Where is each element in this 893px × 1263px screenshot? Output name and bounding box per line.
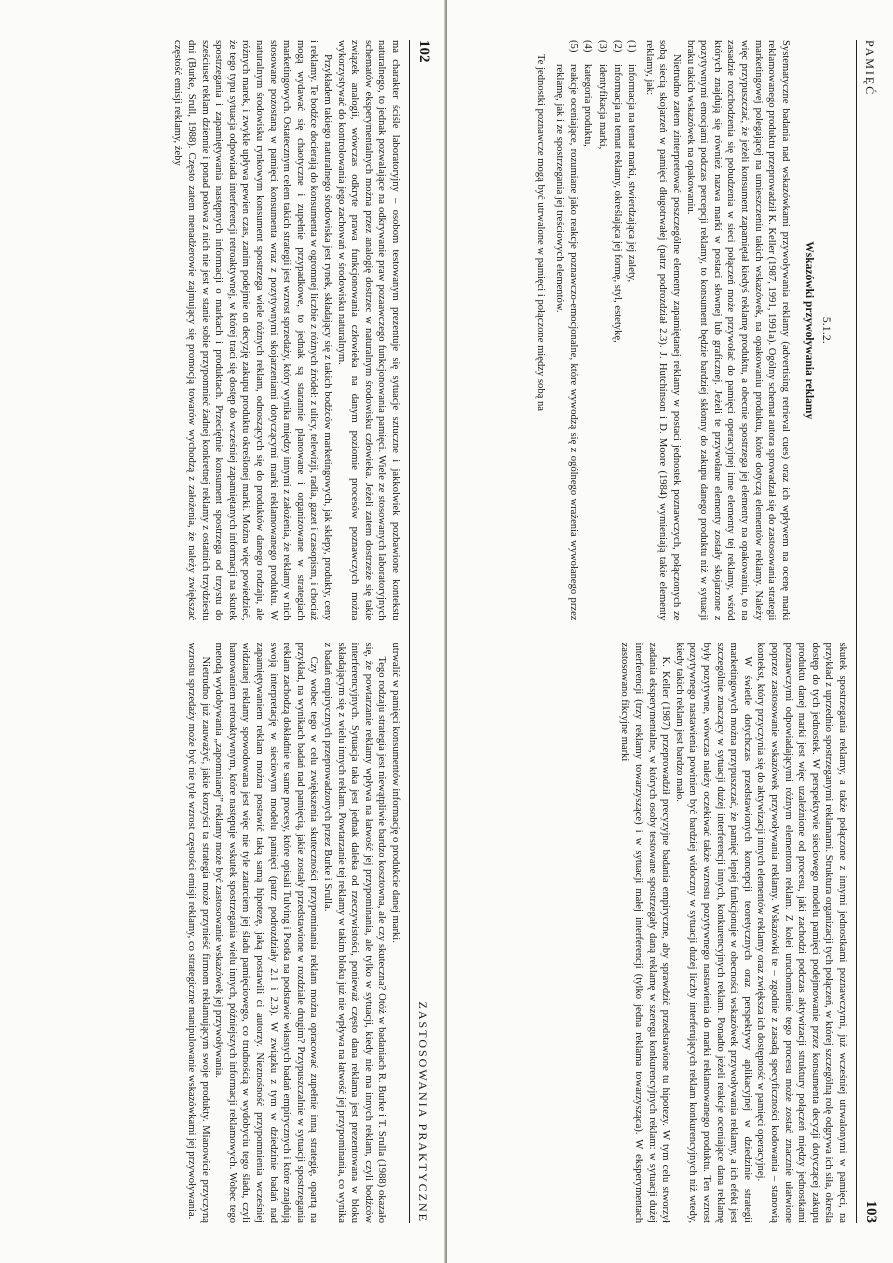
section-number: 5.1.2. [820, 316, 834, 344]
list-item: (2) informacja na temat reklamy, określająca jej formę, styl, estetykę, [611, 40, 623, 343]
paragraph: Systematyczne badania nad wskazówkami przywoływania reklamy (advertising retrieval cues) oraz ich wpływem na ocenę marki reklamowanego produktu przeprowadził K. Keller (1987, 1991, 1991a). Ogólny schemat autora sprowadzał się do zastosowania strategii marketingowej polegającej na umieszczeniu takich wskazówek, na opakowaniu produktu, które dotyczą elementów reklamy. Należy więc przypuszczać, że jeżeli konsument zapamiętał kiedyś reklamę produktu, a obecnie spostrzega jej elementy na opakowaniu, to na zasadzie rozchodzenia się pobudzenia w sieci połączeń może przywołać do pamięci operacyjnej inne elementy tej reklamy, wśród których znajdują się również nazwa marki w postaci słownej lub graficznej. Jeżeli te przywołane elementy zostały skojarzone z pozytywnymi emocjami podczas percepcji reklamy, to konsument będzie bardziej skłonny do zakupu danego produktu niż w sytuacji braku takich wskazówek na opakowaniu. [684, 40, 791, 621]
paragraph: ma charakter ściśle laboratoryjny – osobom testowanym prezentuje się sytuacje sztuczne i jakkolwiek pozbawione kontekstu naturalnego, to jednak pozwalające na odkrywanie praw pozaawczego funkcjonowania pamięci. Wiele ze stosowanych laboratoryjnych schematów eksperymentalnych można przez analogię dostrzec w naturalnym środowisku człowieka. Jeżeli zatem dostrzeże się takie związek analogii, wówczas odkryte prawa funkcjonowania człowieka na danym poziomie procesów poznawczych można wykorzystywać do kontrolowania jego zachowań w środowisku naturalnym. [335, 40, 401, 621]
right-page-number: 103 [863, 1200, 879, 1223]
left-running-head: ZASTOSOWANIA PRAKTYCZNE [416, 1001, 430, 1223]
list-item: (5) reakcje oceniające, rozumiane jako reakcje poznawczo-emocjonalne, które wywodzą się z ogólnego wrażenia wywołanego przez reklamę, jak i ze spostrzegania jej treściowych elementów. [554, 40, 579, 621]
paragraph: W świetle dotychczas przedstawionych koncepcji teoretycznych oraz perspektywy aplikacyjnej w dziedzinie strategii marketingowych można przypuszczać, że pamięć lepiej funkcjonuje w obecności wskazówek przywoływania reklamy, a ich efekt jest szczególnie znaczący w sytuacji dużej interferencji innych, konkurencyjnych reklam. Ponadto jeżeli reakcje oceniające dana reklamę były pozytywne, wówczas należy oczekiwać także wzrostu pozytywnego nastawienia do marki reklamowanego produktu. Ten wzrost pozytywnego nastawienia powinien być bardziej widoczny w sytuacji dużej liczby interferujących reklam konkurencyjnych niż wtedy, kiedy takich reklam jest bardzo mało. [673, 642, 753, 1223]
paragraph: skutek spostrzegania reklamy, a także połączone z innymi jednostkami poznawczymi, już wcześniej utrwalonymi w pamięci, na przykład z uprzednio spostrzeganymi reklamami. Struktura organizacji tych połączeń, w której szczególną rolę odgrywa ich siła, określa dostęp do tych jednostek. W perspektywie sieciowego modelu pamięci podejmowanie przez konsumenta decyzji dotyczącej zakupu produktu danej marki jest więc uzależnione od procesu, jaki zachodzi podczas aktywizacji struktury połączeń między jednostkami poznawczymi odpowiadającymi różnym elementom reklam. Z kolei uruchomienie tego procesu może zostać znacznie ułatwione poprzez zastosowanie wskazówek przywoływania reklamy. Wskazówki te – zgodnie z zasadą specyficzności kodowania – stanowią kontekst, który przyczynia się do aktywizacji innych elementów reklamy oraz zwiększa ich dostępność w pamięci operacyjnej. [755, 642, 848, 1223]
right-page-column-1 [461, 40, 849, 621]
paragraph: Czy wobec tego w celu zwiększenia skuteczności przypominania reklam można opracować zupełnie inną strategię, opartą na przykład, na wynikach badań nad pamięcią, jakie zostały przedstawione w rozdziale drugim? Przypuszczalnie w sytuacji spostrzegania reklam zachodzą dokładnie te same procesy, które opisali Tulving i Psotka na podstawie własnych badań empirycznych i które znajdują swoją interpretację w sieciowym modelu pamięci (patrz podrozdziały 2.1 i 2.3). W związku z tym w dziedzinie badań nad zapamiętywaniem reklam można postawić taką samą hipotezę, jaką postawili ci autorzy. Nieznośność przypomnienia wcześniej widzianej reklamy spowodowana jest więc nie tyle zatarciem jej śladu pamięciowego, co trudnością w wydobyciu tego śladu, czyli hamowaniem retroaktywnym, które następuje wskutek spostrzegania wielu innych, późniejszych informacji reklamowych. Wobec tego metodą wydobywania „zapomnianej” reklamy może być zastosowanie wskazówek jej przywoływania. [213, 642, 320, 1223]
paragraph: Te jednostki poznawcze mogą być utrwalone w pamięci i połączone między sobą na [534, 54, 546, 411]
paragraph: K. Keller (1987) przeprowadził precyzyjne badania empiryczne, aby sprawdzić przedstawione tu hipotezy. W tym celu stworzył zadania eksperymentalne, w których osoby testowane spostrzegały daną reklamę w szeregu konkurencyjnych reklam: w sytuacji dużej interferencji (trzy reklamy towarzyszące) i w sytuacji małej interferencji (tylko jedna reklama towarzysząca). W eksperymentach zastosowano fikcyjne marki [619, 642, 672, 1223]
left-page-number: 102 [416, 40, 432, 63]
left-page-column-1 [14, 40, 402, 621]
left-page-column-2 [14, 643, 402, 1224]
left-page-header [409, 40, 432, 1223]
list-item: (1) informacja na temat marki, stwierdzająca jej zalety, [626, 40, 638, 283]
right-page-header [856, 40, 879, 1223]
paragraph: Nietrudno zatem zinterpretować poszczególne elementy zapamiętanej reklamy w postaci jednostek poznawczych, połączonych ze sobą siecią skojarzeń w pamięci długotrwałej (patrz podrozdział 2.3). J. Hutchinson i D. Moore (1984) wymieniają takie elementy reklamy, jak: [643, 40, 683, 621]
paragraph: Nietrudno już zauważyć, jakie korzyści ta strategia może przynieść firmom reklamującym swoje produkty. Mianowicie przyczyną wzrostu sprzedaży może być nie tyle wzrost częstości emisji reklamy, co strategiczne manipulowanie wskazówkami jej przywoływania. [186, 642, 211, 1223]
list-item: (4) kategoria produktu, [582, 40, 594, 147]
right-page-column-2 [461, 643, 849, 1224]
list-item: (3) identyfikacja marki, [597, 40, 609, 150]
paragraph: Przykładem takiego naturalnego środowiska jest rynek, składający się z takich bodźców marketingowych, jak sklepy, produkty, ceny i reklamy. Te bodźce docierają do konsumenta w ogromnej liczbie z różnych źródeł: z ulicy, telewizji, radia, gazet i czasopism, i chociaż mogą wydawać się chaotyczne i zupełnie przypadkowe, to jednak są starannie planowane i organizowane w strategiach marketingowych. Ostatecznym celem takich strategii jest wzrost sprzedaży, który wynika między innymi z założenia, że reklamy w nich stosowane pozostaną w pamięci konsumenta wraz z pozytywnymi skojarzeniami dotyczącymi marki reklamowanego produktu. W naturalnym środowisku rynkowym konsument spostrzega wiele różnych reklam, odnoszących się do produktów danego rodzaju, ale różnych marek, i zwykle upływa pewien czas, zanim podejmie on decyzję zakupu produktu określonej marki. Można więc powiedzieć, że tego typu sytuacja odpowiada interferencji retroaktywnej, w której traci się dostęp do wcześniej zapamiętanych informacji na skutek spostrzegania i zapamiętywania następnych informacji o markach i produktach. Przeciętnie konsument spostrzega od trzystu do sześciuset reklam dziennie i ponad połowa z nich nie jest w stanie sobie przypomnieć żadnej konkretnej reklamy z ostatnich trzydziestu dni (Burke, Srull, 1988). Często zatem menadżerowie zajmujący się promocją towarów wychodzą z założenia, że należy zwiększać częstość emisji reklamy, żeby [172, 40, 334, 621]
right-running-head: PAMIĘĆ [863, 40, 877, 97]
paragraph: Tego rodzaju strategia jest niewątpliwie bardzo kosztowna, ale czy skuteczna? Otóż w badaniach R. Burke i T. Srulla (1988) okazało się, że powtarzanie reklamy wpływa na łatwość jej przypominania, ale tylko w sytuacji, kiedy nie ma innych reklam, czyli bodźców interferencyjnych. Sytuacja taka jest jednak daleka od rzeczywistości, ponieważ często dana reklama jest prezentowana w bloku składającym się z wielu innych reklam. Powtarzanie tej reklamy w takim bloku już nie wpływa na łatwość jej przypominania, co wynika z badań empirycznych przeprowadzonych przez Burke i Srulla. [322, 642, 388, 1223]
right-page [447, 0, 893, 1263]
paragraph: utrwalić w pamięci konsumentów informację o produkcie danej marki. [390, 642, 401, 943]
section-title: Wskazówki przywoływania reklamy [803, 241, 816, 420]
left-page [0, 0, 446, 1263]
advertisement-elements-list [553, 40, 639, 621]
